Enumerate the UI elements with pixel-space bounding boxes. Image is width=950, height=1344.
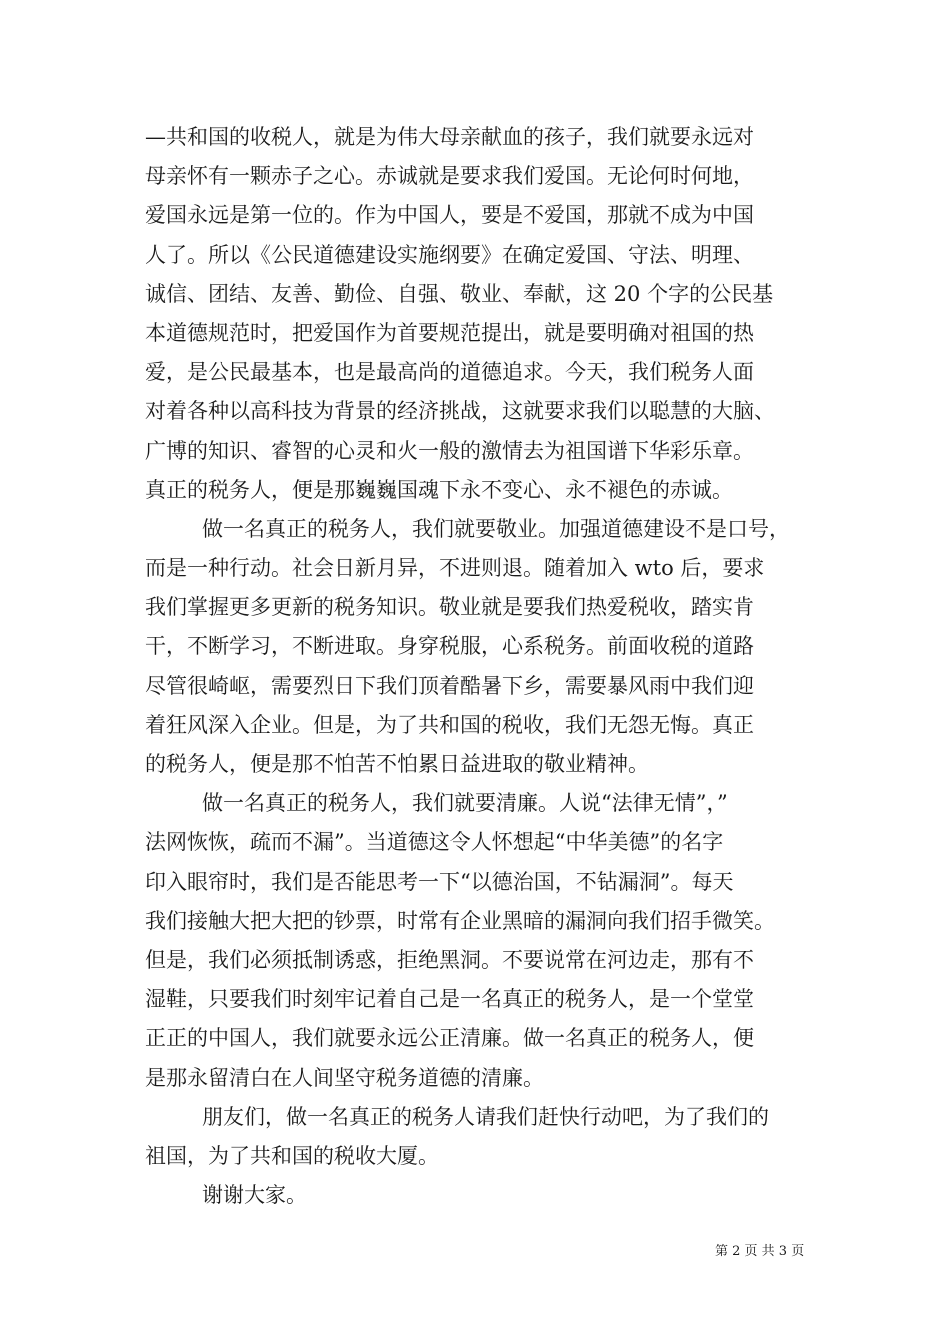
text-line: 法网恢恢，疏而不漏”。当道德这令人怀想起“中华美德”的名字 — [145, 830, 724, 855]
text-line: 诚信、团结、友善、勤俭、自强、敬业、奉献，这 20 个字的公民基 — [145, 281, 774, 306]
text-line: 我们接触大把大把的钞票，时常有企业黑暗的漏洞向我们招手微笑。 — [145, 908, 775, 933]
paragraph-first-line: 做一名真正的税务人，我们就要敬业。加强道德建设不是口号， — [202, 516, 790, 541]
text-line: 母亲怀有一颗赤子之心。赤诚就是要求我们爱国。无论何时何地， — [145, 164, 754, 189]
text-line: 爱国永远是第一位的。作为中国人，要是不爱国，那就不成为中国 — [145, 203, 754, 228]
page-number: 第 2 页 共 3 页 — [715, 1244, 805, 1259]
text-line: 干，不断学习，不断进取。身穿税服，心系税务。前面收税的道路 — [145, 634, 754, 659]
paragraph-first-line: 做一名真正的税务人，我们就要清廉。人说“法律无情”，” — [202, 791, 728, 816]
text-line: 的税务人，便是那不怕苦不怕累日益进取的敬业精神。 — [145, 752, 649, 776]
text-line: 广博的知识、睿智的心灵和火一般的激情去为祖国谱下华彩乐章。 — [145, 438, 754, 463]
paragraph-first-line: 朋友们，做一名真正的税务人请我们赶快行动吧，为了我们的 — [202, 1104, 769, 1129]
text-line: 印入眼帘时，我们是否能思考一下“以德治国，不钻漏洞”。每天 — [145, 869, 734, 894]
text-line: 祖国，为了共和国的税收大厦。 — [145, 1143, 439, 1168]
closing-line: 谢谢大家。 — [202, 1183, 307, 1208]
text-line: 尽管很崎岖，需要烈日下我们顶着酷暑下乡，需要暴风雨中我们迎 — [145, 673, 754, 698]
text-line: 本道德规范时，把爱国作为首要规范提出，就是要明确对祖国的热 — [145, 320, 754, 345]
text-line: 而是一种行动。社会日新月异，不进则退。随着加入 wto 后，要求 — [145, 556, 765, 581]
text-line: 是那永留清白在人间坚守税务道德的清廉。 — [145, 1065, 544, 1090]
text-line: 湿鞋，只要我们时刻牢记着自己是一名真正的税务人，是一个堂堂 — [145, 987, 754, 1012]
text-line: 对着各种以高科技为背景的经济挑战，这就要求我们以聪慧的大脑、 — [145, 399, 775, 424]
text-line: 着狂风深入企业。但是，为了共和国的税收，我们无怨无悔。真正 — [145, 712, 754, 737]
document-body — [145, 118, 815, 1215]
text-line: —共和国的收税人，就是为伟大母亲献血的孩子，我们就要永远对 — [145, 125, 754, 149]
text-line: 我们掌握更多更新的税务知识。敬业就是要我们热爱税收，踏实肯 — [145, 595, 754, 620]
text-line: 正正的中国人，我们就要永远公正清廉。做一名真正的税务人，便 — [145, 1026, 754, 1051]
text-line: 爱，是公民最基本，也是最高尚的道德追求。今天，我们税务人面 — [145, 360, 754, 385]
text-line: 人了。所以《公民道德建设实施纲要》在确定爱国、守法、明理、 — [145, 242, 754, 267]
text-line: 但是，我们必须抵制诱惑，拒绝黑洞。不要说常在河边走，那有不 — [145, 947, 754, 972]
text-line: 真正的税务人，便是那巍巍国魂下永不变心、永不褪色的赤诚。 — [145, 477, 733, 502]
